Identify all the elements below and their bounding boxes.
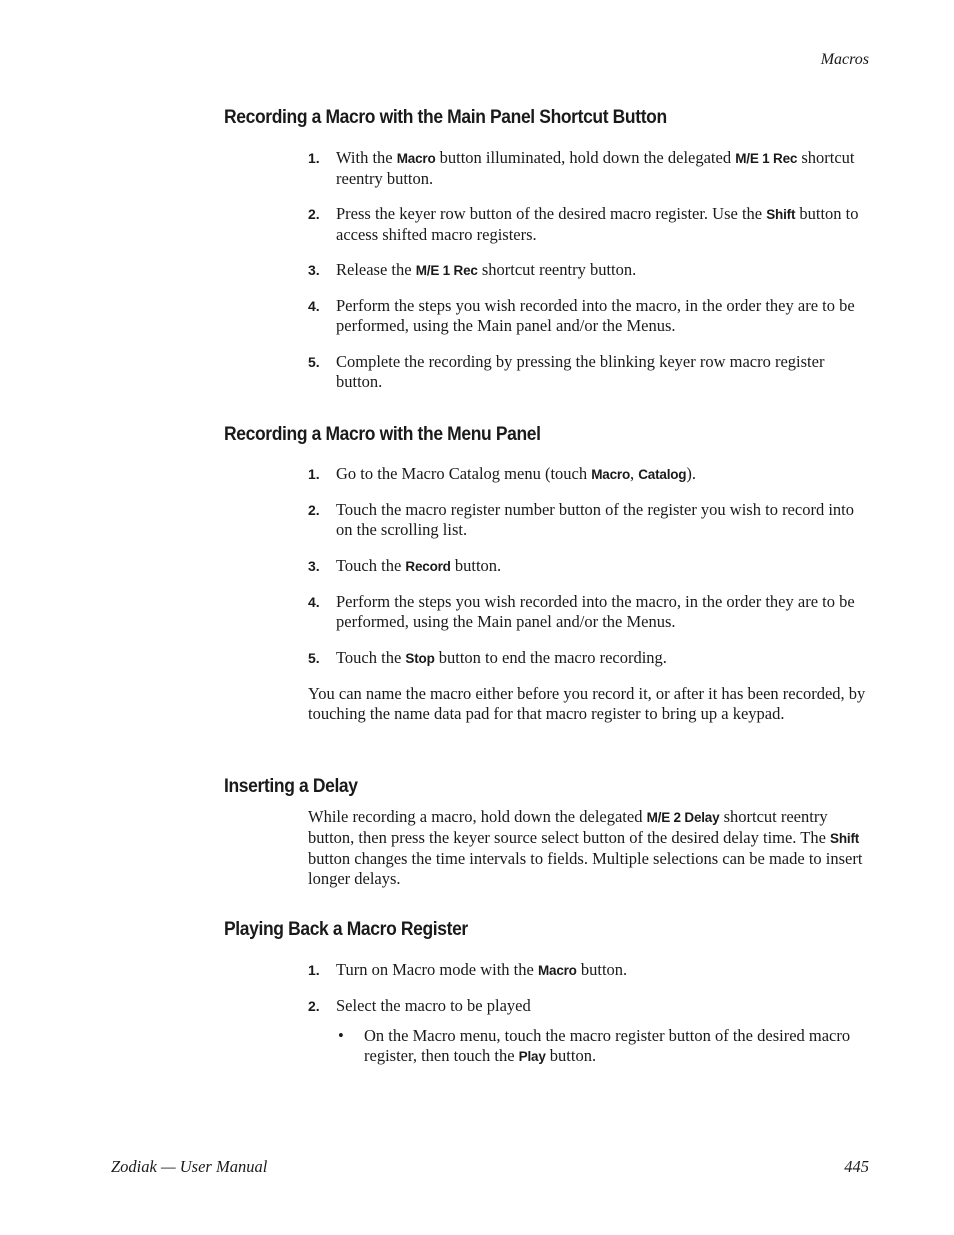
step-item <box>308 996 868 1016</box>
step-number: 2. <box>308 206 320 222</box>
step-text: button to end the macro recording. <box>434 648 667 667</box>
step-number: 3. <box>308 558 320 574</box>
step-number: 3. <box>308 262 320 278</box>
step-text: Touch the <box>336 556 406 575</box>
step-text: Perform the steps you wish recorded into the macro, in the order they are to be performed, using the Main panel and/or the Menus. <box>336 592 855 631</box>
step-item <box>308 464 868 485</box>
paragraph-text: shortcut reentry button, then press the keyer source select button of the desired delay time. The <box>308 807 831 847</box>
step-text: Perform the steps you wish recorded into the macro, in the order they are to be performed, using the Main panel and/or the Menus. <box>336 296 855 335</box>
step-number: 2. <box>308 502 320 518</box>
step-text: Release the <box>336 260 416 279</box>
step-item <box>308 960 868 981</box>
paragraph-text: button changes the time intervals to fields. Multiple selections can be made to insert longer delays. <box>308 849 863 888</box>
step-number: 1. <box>308 150 320 166</box>
ui-term: M/E 1 Rec <box>735 151 798 166</box>
bullet-text: On the Macro menu, touch the macro register button of the desired macro register, then touch the <box>364 1026 851 1065</box>
step-number: 1. <box>308 962 320 978</box>
ui-term: Macro <box>396 151 436 166</box>
step-item <box>308 648 868 669</box>
step-text: button. <box>576 960 628 979</box>
step-item <box>308 204 868 245</box>
section-heading-inserting-delay: Inserting a Delay <box>224 776 358 797</box>
step-text: Select the macro to be played <box>336 996 531 1015</box>
footer-manual-title: Zodiak — User Manual <box>111 1157 268 1176</box>
step-text: button. <box>450 556 502 575</box>
ui-term: M/E 2 Delay <box>646 810 720 825</box>
bullet-dot: • <box>338 1026 344 1045</box>
bullet-item <box>336 1026 868 1067</box>
ui-term: M/E 1 Rec <box>415 263 478 278</box>
step-text: shortcut reentry button. <box>336 148 855 188</box>
step-text: Press the keyer row button of the desired macro register. Use the <box>336 204 767 223</box>
ui-term: Shift <box>830 831 860 846</box>
step-item <box>308 296 868 336</box>
running-head: Macros <box>820 51 869 68</box>
ui-term: Stop <box>405 651 435 666</box>
step-text: With the <box>336 148 397 167</box>
step-item <box>308 148 868 189</box>
paragraph-text: While recording a macro, hold down the delegated <box>308 807 647 826</box>
ui-term: Record <box>405 559 451 574</box>
body-paragraph: You can name the macro either before you record it, or after it has been recorded, by touching the name data pad for that macro register to bring up a keypad. <box>308 684 866 723</box>
section-heading-main-panel: Recording a Macro with the Main Panel Shortcut Button <box>224 107 667 128</box>
step-item <box>308 592 868 632</box>
step-number: 1. <box>308 466 320 482</box>
step-item <box>308 352 868 392</box>
step-text: shortcut reentry button. <box>477 260 637 279</box>
ui-term: Catalog <box>638 467 687 482</box>
step-item <box>308 500 868 540</box>
step-number: 5. <box>308 650 320 666</box>
step-text: Touch the <box>336 648 406 667</box>
step-item <box>308 556 868 577</box>
ui-term: Play <box>518 1049 546 1064</box>
ui-term: Macro <box>537 963 577 978</box>
step-text: Go to the Macro Catalog menu (touch <box>336 464 592 483</box>
step-text: Complete the recording by pressing the blinking keyer row macro register button. <box>336 352 825 391</box>
step-text: button illuminated, hold down the delegated <box>435 148 736 167</box>
step-text: Touch the macro register number button of the register you wish to record into on the scrolling list. <box>336 500 854 539</box>
section-heading-playing-back: Playing Back a Macro Register <box>224 919 468 940</box>
step-text: button to access shifted macro registers. <box>336 204 859 244</box>
step-number: 4. <box>308 298 320 314</box>
step-text: , <box>630 464 639 483</box>
step-item <box>308 260 868 281</box>
footer-page-number: 445 <box>844 1157 869 1176</box>
step-number: 2. <box>308 998 320 1014</box>
section-heading-menu-panel: Recording a Macro with the Menu Panel <box>224 424 541 445</box>
step-number: 4. <box>308 594 320 610</box>
step-text: ). <box>686 464 696 483</box>
ui-term: Shift <box>766 207 796 222</box>
step-number: 5. <box>308 354 320 370</box>
step-text: Turn on Macro mode with the <box>336 960 538 979</box>
bullet-text: button. <box>545 1046 597 1065</box>
ui-term: Macro <box>591 467 630 482</box>
body-paragraph <box>308 807 870 889</box>
